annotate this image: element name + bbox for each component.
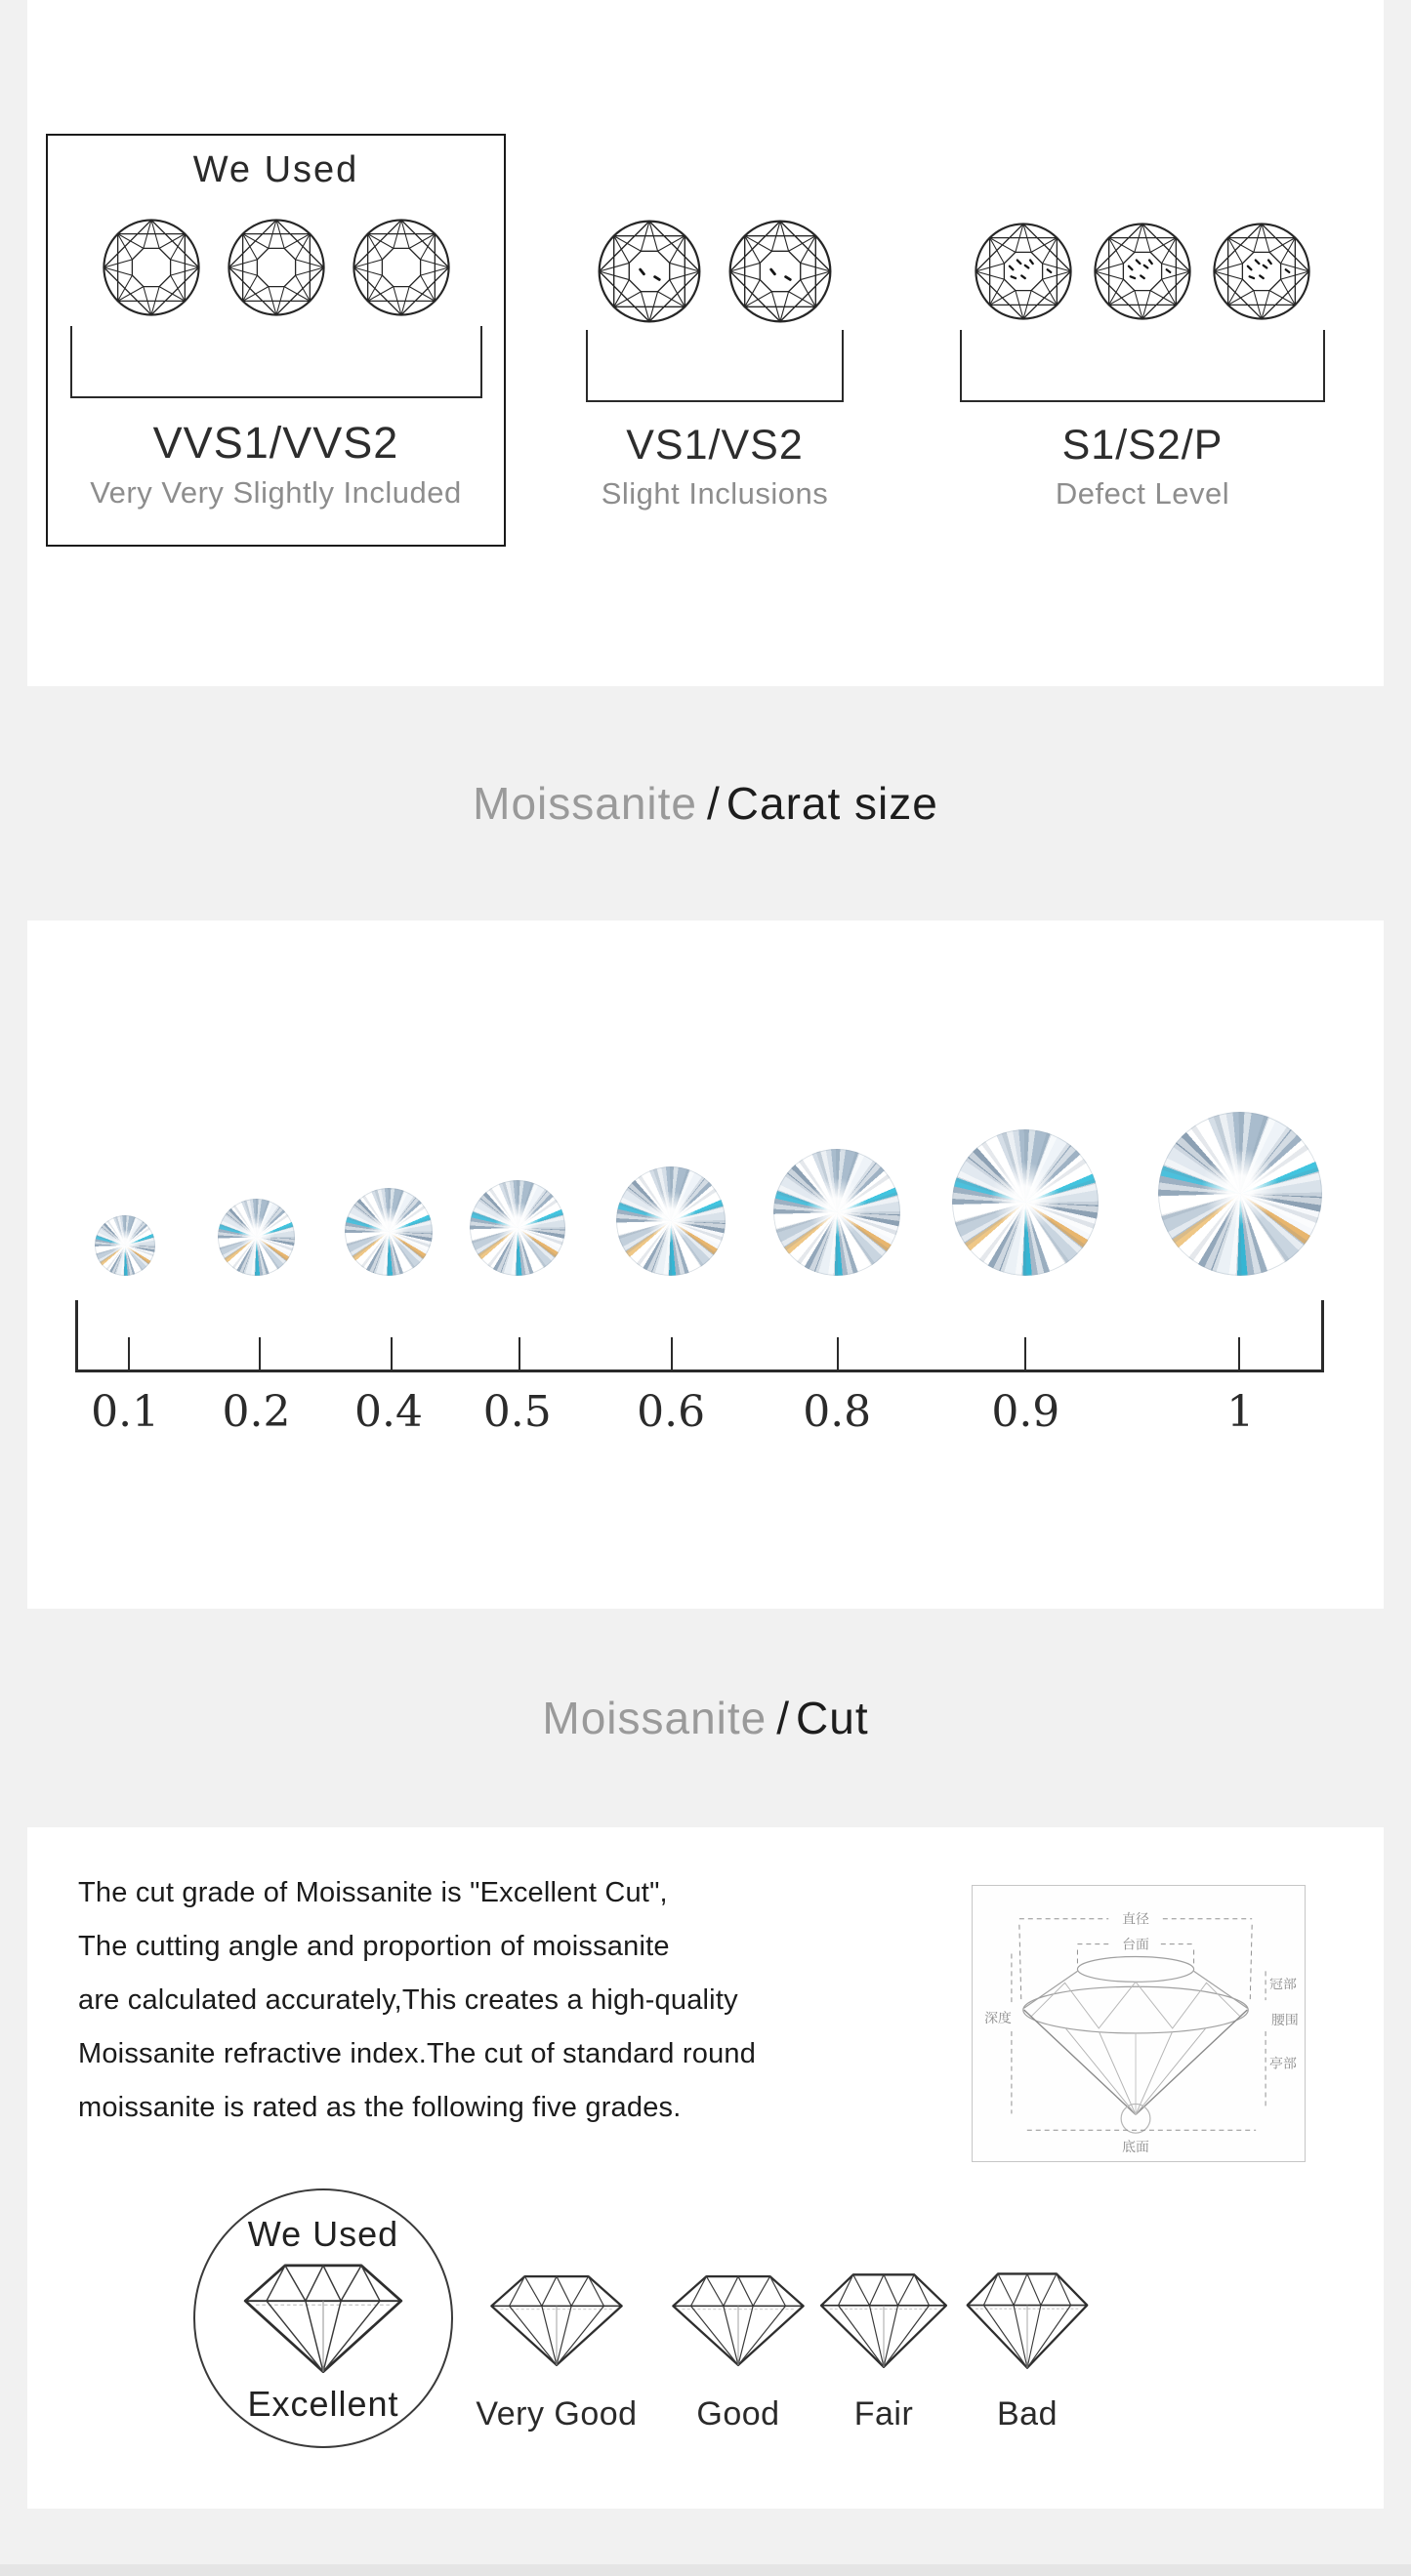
- clarity-grade: VVS1/VVS2: [152, 418, 399, 468]
- gem-1ct: [1158, 1112, 1322, 1276]
- cut-grade-item-fair: [801, 2268, 967, 2433]
- gem-0.1ct: [95, 1215, 155, 1276]
- top-view-diamond-icon-with-defects: [1091, 220, 1194, 323]
- ruler-tick: [128, 1337, 130, 1370]
- cut-paragraph: [78, 1866, 918, 2135]
- side-view-diamond-icon: [482, 2268, 631, 2371]
- gem-0.8ct: [773, 1149, 900, 1276]
- side-view-diamond-icon: [959, 2265, 1096, 2374]
- we-used-box: [46, 134, 506, 547]
- ruler-tick: [837, 1337, 839, 1370]
- carat-size-label: 0.2: [222, 1387, 291, 1437]
- gem-0.4ct: [345, 1188, 433, 1276]
- side-view-diamond-icon: [664, 2268, 812, 2371]
- cut-paragraph-line: moissanite is rated as the following five grades.: [78, 2092, 682, 2123]
- clarity-grade-description: Slight Inclusions: [601, 476, 829, 511]
- we-used-box-title: We Used: [192, 149, 359, 190]
- gem-0.6ct: [616, 1166, 726, 1276]
- cut-grade-label: Excellent: [247, 2384, 399, 2424]
- ruler-tick: [671, 1337, 673, 1370]
- gem-0.9ct: [952, 1129, 1099, 1276]
- carat-size-label: 0.8: [803, 1387, 872, 1437]
- diagram-label-girdle: 腰围: [1271, 2012, 1299, 2028]
- cut-paragraph-line: are calculated accurately,This creates a high-quality: [78, 1984, 738, 2016]
- clarity-bracket: [960, 330, 1325, 402]
- carat-size-label: 0.6: [637, 1387, 706, 1437]
- carat-ruler: [75, 1300, 1324, 1372]
- clarity-section: [27, 0, 1384, 686]
- top-view-diamond-icon-with-defects: [1210, 220, 1313, 323]
- carat-size-label: 0.5: [482, 1387, 552, 1437]
- cut-grade-label: Fair: [853, 2395, 914, 2433]
- cut-paragraph-line: The cutting angle and proportion of moissanite: [78, 1931, 670, 1962]
- top-view-diamond-icon: [100, 216, 203, 319]
- top-view-diamond-icon-with-inclusions: [726, 217, 835, 326]
- cut-heading-band: [0, 1609, 1411, 1827]
- side-view-diamond-icon: [812, 2266, 955, 2373]
- diagram-label-table: 台面: [1122, 1937, 1149, 1953]
- we-used-circle: [193, 2188, 453, 2448]
- cut-grade-item-good: [655, 2268, 821, 2433]
- clarity-grade: VS1/VS2: [626, 422, 804, 469]
- ruler-tick: [391, 1337, 393, 1370]
- clarity-grade: S1/S2/P: [1061, 422, 1224, 469]
- top-view-diamond-icon: [350, 216, 453, 319]
- diagram-label-diameter: 直径: [1122, 1911, 1149, 1928]
- diagram-label-depth: 深度: [984, 2011, 1012, 2027]
- bottom-divider-strip: [0, 2564, 1411, 2576]
- carat-size-label: 0.1: [91, 1387, 160, 1437]
- cut-paragraph-line: The cut grade of Moissanite is "Excellent Cut",: [78, 1877, 668, 1908]
- diagram-label-culet: 底面: [1122, 2140, 1149, 2156]
- gem-0.2ct: [218, 1199, 295, 1276]
- cut-grade-item-bad: [944, 2268, 1110, 2433]
- ruler-tick: [1238, 1337, 1240, 1370]
- carat-heading-band: [0, 686, 1411, 920]
- cut-section-heading: Moissanite / Cut: [542, 1693, 869, 1743]
- clarity-grade-description: Very Very Slightly Included: [90, 475, 462, 510]
- diamond-anatomy-sketch: [973, 1886, 1305, 2161]
- carat-size-label: 1: [1226, 1387, 1255, 1437]
- ruler-tick: [1024, 1337, 1026, 1370]
- cut-section: [27, 1827, 1384, 2509]
- cut-paragraph-line: Moissanite refractive index.The cut of standard round: [78, 2038, 757, 2069]
- gem-0.5ct: [470, 1180, 565, 1276]
- carat-size-labels: [75, 1387, 1324, 1446]
- clarity-bracket: [70, 326, 482, 398]
- cut-grade-label: Very Good: [476, 2395, 638, 2433]
- top-view-diamond-icon-with-defects: [972, 220, 1075, 323]
- cut-grade-item-very-good: [474, 2268, 640, 2433]
- vs-stones-row: [559, 217, 871, 326]
- s-stones-row: [947, 217, 1338, 326]
- side-view-diamond-icon-excellent: [234, 2255, 412, 2379]
- cut-grade-label: Bad: [997, 2395, 1058, 2433]
- top-view-diamond-icon-with-inclusions: [595, 217, 704, 326]
- carat-size-label: 0.9: [991, 1387, 1060, 1437]
- clarity-grade-description: Defect Level: [1055, 476, 1230, 511]
- carat-section-heading: Moissanite / Carat size: [473, 778, 938, 829]
- vvs-stones-row: [48, 213, 504, 322]
- cut-grade-label: Good: [696, 2395, 780, 2433]
- clarity-bracket: [586, 330, 844, 402]
- ruler-tick: [519, 1337, 520, 1370]
- carat-size-section: [27, 920, 1384, 1609]
- diagram-label-pavilion: 亭部: [1269, 2056, 1297, 2072]
- diagram-label-crown: 冠部: [1269, 1977, 1297, 1993]
- diamond-anatomy-diagram: [972, 1885, 1306, 2162]
- vs-clarity-group: [559, 217, 871, 511]
- carat-size-label: 0.4: [354, 1387, 424, 1437]
- circle-title: We Used: [247, 2214, 399, 2254]
- s-clarity-group: [947, 217, 1338, 511]
- top-view-diamond-icon: [225, 216, 328, 319]
- ruler-tick: [259, 1337, 261, 1370]
